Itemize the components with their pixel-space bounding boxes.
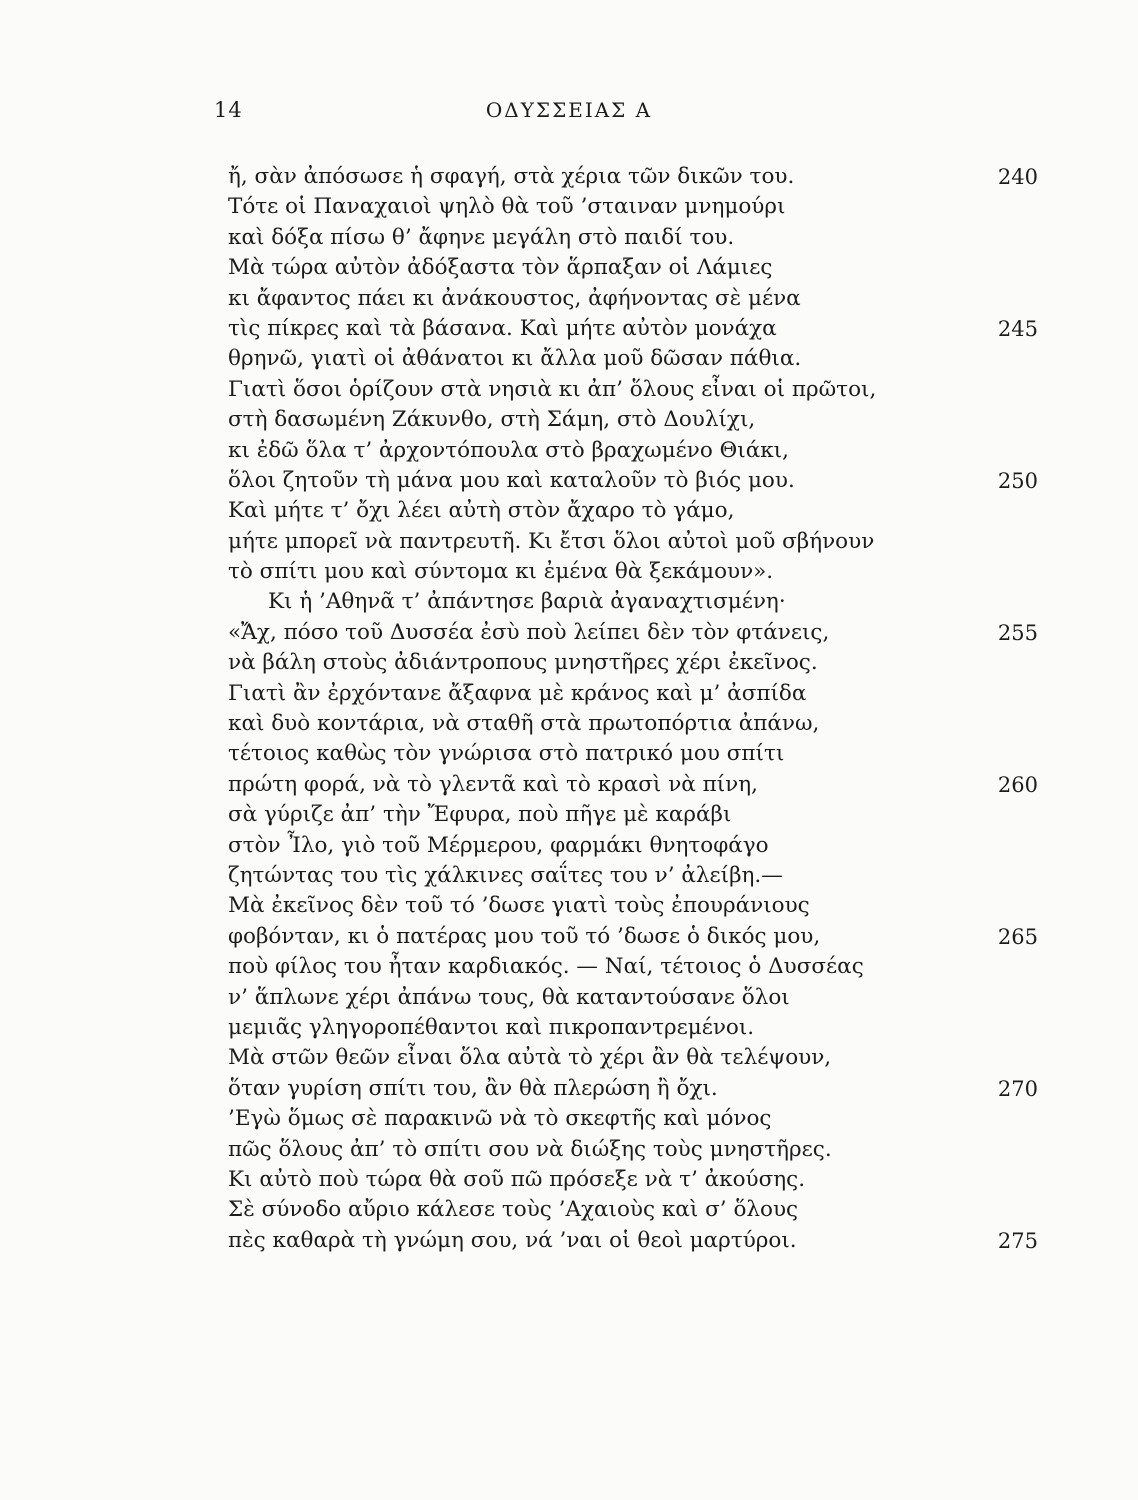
verse-line (228, 1226, 1068, 1256)
verse-line (228, 648, 1068, 678)
verse-text: ὅταν γυρίση σπίτι του, ἂν θὰ πλερώση ἢ ὄχι. (228, 1075, 718, 1101)
verse-line (228, 223, 1068, 253)
verse-text: πὲς καθαρὰ τὴ γνώμη σου, νά ’ναι οἱ θεοὶ μαρτύροι. (228, 1227, 797, 1253)
verse-text: Μὰ στῶν θεῶν εἶναι ὅλα αὐτὰ τὸ χέρι ἂν θὰ τελέψουν, (228, 1045, 832, 1071)
verse-line (228, 344, 1068, 374)
page-number: 14 (214, 98, 243, 122)
verse-text: πρώτη φορά, νὰ τὸ γλεντᾶ καὶ τὸ κρασὶ νὰ πίνη, (228, 771, 758, 797)
line-number: 255 (997, 620, 1038, 645)
verse-text: καὶ δόξα πίσω θ’ ἄφηνε μεγάλη στὸ παιδί του. (228, 224, 735, 250)
verse-text: Γιατὶ ἂν ἐρχόντανε ἄξαφνα μὲ κράνος καὶ μ’ ἀσπίδα (228, 680, 807, 706)
verse-line (228, 679, 1068, 709)
verse-line (228, 162, 1068, 192)
verse-line (228, 192, 1068, 222)
verse-text: ὅλοι ζητοῦν τὴ μάνα μου καὶ καταλοῦν τὸ βιός μου. (228, 467, 795, 493)
verse-text: Γιατὶ ὅσοι ὁρίζουν στὰ νησιὰ κι ἀπ’ ὅλους εἶναι οἱ πρῶτοι, (228, 376, 877, 402)
verse-line (228, 1104, 1068, 1134)
line-number: 240 (997, 165, 1038, 189)
verse-text: «Ἄχ, πόσο τοῦ Δυσσέα ἐσὺ ποὺ λείπει δὲν τὸν φτάνεις, (228, 619, 830, 645)
verse-text: πῶς ὅλους ἀπ’ τὸ σπίτι σου νὰ διώξης τοὺς μνηστῆρες. (228, 1136, 832, 1162)
verse-text: ’Εγὼ ὅμως σὲ παρακινῶ νὰ τὸ σκεφτῆς καὶ μόνος (228, 1106, 772, 1132)
verse-text: στὴ δασωμένη Ζάκυνθο, στὴ Σάμη, στὸ Δουλίχι, (228, 407, 756, 433)
verse-text: τὸ σπίτι μου καὶ σύντομα κι ἐμένα θὰ ξεκάμουν». (228, 559, 774, 585)
verse-line (228, 314, 1068, 344)
verse-text: ζητώντας του τὶς χάλκινες σαΐτες του ν’ ἀλείβη.— (228, 862, 783, 888)
verse-text: θρηνῶ, γιατὶ οἱ ἀθάνατοι κι ἄλλα μοῦ δῶσαν πάθια. (228, 346, 802, 372)
line-number: 265 (997, 924, 1038, 949)
verse-text: σὰ γύριζε ἀπ’ τὴν Ἔφυρα, ποὺ πῆγε μὲ καράβι (228, 802, 732, 828)
verse-line (228, 922, 1068, 952)
verse-text: ν’ ἅπλωνε χέρι ἀπάνω τους, θὰ καταντούσανε ὅλοι (228, 984, 790, 1010)
verse-line (228, 375, 1068, 405)
verse-line (228, 1135, 1068, 1165)
verse-line (228, 618, 1068, 648)
verse-line (228, 1043, 1068, 1073)
verse-text: Μὰ τώρα αὐτὸν ἀδόξαστα τὸν ἅρπαξαν οἱ Λάμιες (228, 255, 773, 281)
verse-text: τὶς πίκρες καὶ τὰ βάσανα. Καὶ μήτε αὐτὸν μονάχα (228, 315, 777, 341)
verse-text: κι ἄφαντος πάει κι ἀνάκουστος, ἀφήνοντας σὲ μένα (228, 285, 801, 311)
verse-line (228, 1195, 1068, 1225)
verse-text: Τότε οἱ Παναχαιοὶ ψηλὸ θὰ τοῦ ’σταιναν μνημούρι (228, 194, 786, 220)
verse-line (228, 800, 1068, 830)
verse-text: ἤ, σὰν ἀπόσωσε ἡ σφαγή, στὰ χέρια τῶν δικῶν του. (228, 164, 795, 189)
verse-text: ποὺ φίλος του ἦταν καρδιακός. — Ναί, τέτοιος ὁ Δυσσέας (228, 954, 864, 980)
line-number: 260 (997, 772, 1038, 797)
verse-line (228, 891, 1068, 921)
verse-line (228, 770, 1068, 800)
verse-line (228, 527, 1068, 557)
verse-line (228, 496, 1068, 526)
verse-text: καὶ δυὸ κοντάρια, νὰ σταθῆ στὰ πρωτοπόρτια ἀπάνω, (228, 711, 820, 737)
line-number: 250 (997, 468, 1038, 493)
verse-line (228, 709, 1068, 739)
verse-line (228, 466, 1068, 496)
verse-list (228, 162, 1068, 1256)
line-number: 275 (997, 1228, 1038, 1253)
verse-line (228, 436, 1068, 466)
verse-line (228, 405, 1068, 435)
verse-text: τέτοιος καθὼς τὸν γνώρισα στὸ πατρικό μου σπίτι (228, 741, 785, 767)
verse-text: κι ἐδῶ ὅλα τ’ ἀρχοντόπουλα στὸ βραχωμένο Θιάκι, (228, 437, 789, 463)
verse-line (228, 253, 1068, 283)
verse-line (228, 831, 1068, 861)
line-number: 245 (997, 316, 1038, 341)
verse-line (228, 739, 1068, 769)
verse-line (228, 284, 1068, 314)
running-title: ΟΔΥΣΣΕΙΑΣ Α (485, 98, 653, 122)
verse-text: νὰ βάλη στοὺς ἀδιάντροπους μνηστῆρες χέρι ἐκεῖνος. (228, 650, 818, 676)
line-number: 270 (997, 1076, 1038, 1101)
verse-text: μήτε μπορεῖ νὰ παντρευτῆ. Κι ἔτσι ὅλοι αὐτοὶ μοῦ σβήνουν (228, 528, 875, 554)
verse-line (228, 587, 1068, 617)
verse-line (228, 557, 1068, 587)
verse-text: Κι αὐτὸ ποὺ τώρα θὰ σοῦ πῶ πρόσεξε νὰ τ’ ἀκούσης. (228, 1166, 806, 1192)
verse-line (228, 1165, 1068, 1195)
verse-text: φοβόνταν, κι ὁ πατέρας μου τοῦ τό ’δωσε ὁ δικός μου, (228, 923, 821, 949)
verse-text: στὸν Ἶλο, γιὸ τοῦ Μέρμερου, φαρμάκι θνητοφάγο (228, 832, 769, 858)
verse-text: Μὰ ἐκεῖνος δὲν τοῦ τό ’δωσε γιατὶ τοὺς ἐπουράνιους (228, 893, 810, 919)
verse-line (228, 952, 1068, 982)
verse-text: Καὶ μήτε τ’ ὄχι λέει αὐτὴ στὸν ἄχαρο τὸ γάμο, (228, 498, 735, 524)
verse-text: μεμιᾶς γληγοροπέθαντοι καὶ πικροπαντρεμένοι. (228, 1014, 755, 1040)
verse-line (228, 983, 1068, 1013)
verse-line (228, 861, 1068, 891)
verse-text: Κι ἡ ’Αθηνᾶ τ’ ἀπάντησε βαριὰ ἀγαναχτισμένη· (268, 589, 786, 615)
verse-line (228, 1074, 1068, 1104)
verse-line (228, 1013, 1068, 1043)
verse-text: Σὲ σύνοδο αὔριο κάλεσε τοὺς ’Αχαιοὺς καὶ σ’ ὅλους (228, 1197, 799, 1223)
